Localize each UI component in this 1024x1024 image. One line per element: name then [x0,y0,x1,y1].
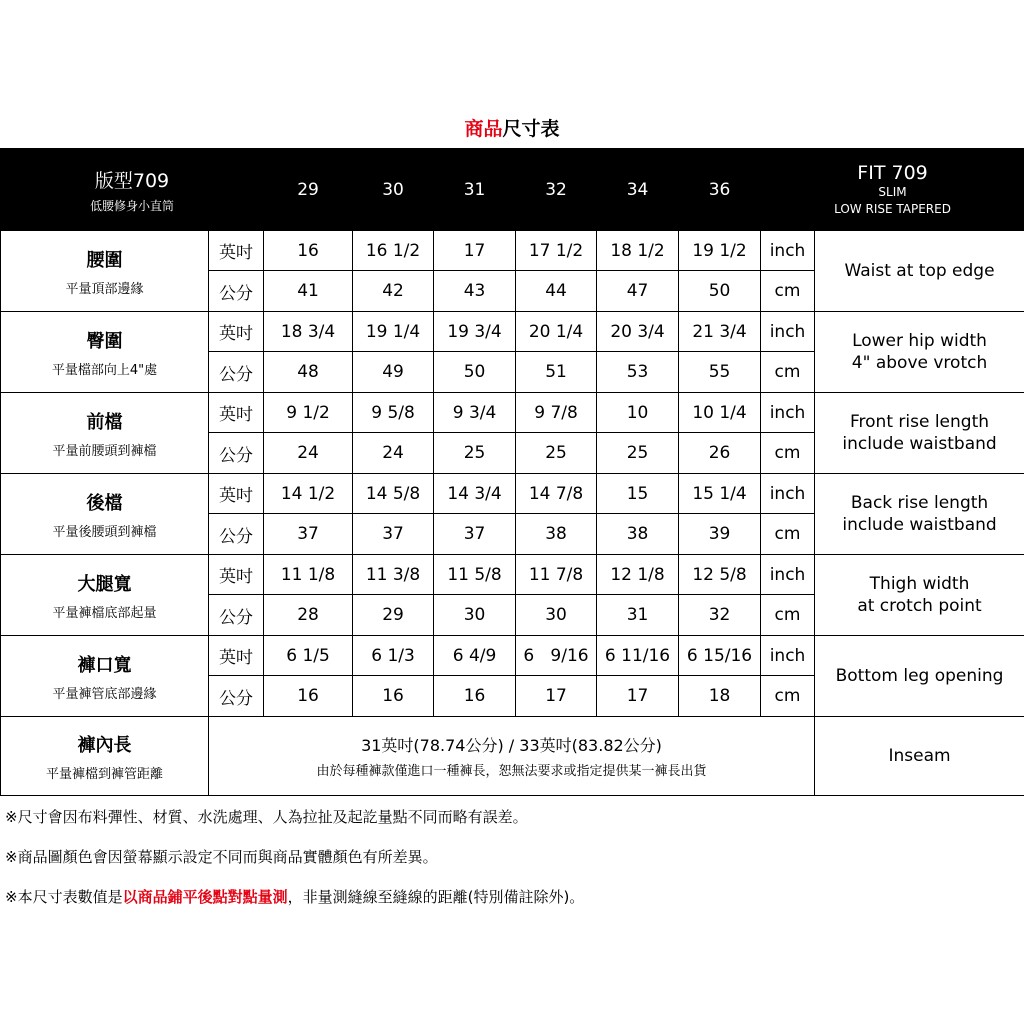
cm-value: 43 [434,271,516,312]
inch-value: 16 [264,231,353,271]
row-en-line1: Lower hip width [852,331,987,351]
cm-value: 31 [597,595,679,636]
measure-row-inch [1,393,1024,433]
row-en-line2: include waistband [842,515,997,535]
note-3 [5,886,584,907]
row-en-desc [815,474,1024,555]
row-en-line1: Back rise length [850,493,989,513]
unit-inch-label: inch [761,555,815,595]
row-label-cell [1,231,209,312]
inch-value: 6 11/16 [597,636,679,676]
row-en-desc [815,636,1024,717]
unit-inch-zh: 英吋 [209,231,264,271]
cm-value: 28 [264,595,353,636]
cm-value: 25 [434,433,516,474]
inch-value: 18 3/4 [264,312,353,352]
cm-value: 16 [353,676,434,717]
header-size: 31 [434,149,516,231]
note-3-a: ※本尺寸表數值是 [5,888,123,906]
unit-cm-label: cm [761,271,815,312]
unit-inch-zh: 英吋 [209,636,264,676]
cm-value: 24 [353,433,434,474]
row-label-cell [1,555,209,636]
cm-value: 37 [434,514,516,555]
size-chart-table [0,148,1024,796]
inch-value: 15 [597,474,679,514]
measure-row-inch [1,312,1024,352]
title-black: 尺寸表 [502,118,560,140]
inch-value: 12 5/8 [679,555,761,595]
cm-value: 32 [679,595,761,636]
unit-inch-zh: 英吋 [209,474,264,514]
inch-value: 11 7/8 [516,555,597,595]
unit-cm-label: cm [761,514,815,555]
cm-value: 50 [679,271,761,312]
inch-value: 9 7/8 [516,393,597,433]
inch-value: 11 3/8 [353,555,434,595]
measure-row-inch [1,231,1024,271]
row-en-desc [815,231,1024,312]
unit-cm-label: cm [761,595,815,636]
row-en-line1: Thigh width [869,574,970,594]
header-row [1,149,1024,231]
unit-cm-zh: 公分 [209,595,264,636]
inch-value: 20 1/4 [516,312,597,352]
row-label-sub: 平量前腰頭到褲檔 [52,443,157,459]
row-label-sub: 平量褲檔底部起量 [52,605,157,621]
cm-value: 37 [264,514,353,555]
cm-value: 48 [264,352,353,393]
header-size: 32 [516,149,597,231]
header-fit-sub2: LOW RISE TAPERED [834,201,951,216]
unit-cm-label: cm [761,676,815,717]
unit-inch-label: inch [761,474,815,514]
row-en-desc [815,312,1024,393]
cm-value: 50 [434,352,516,393]
cm-value: 24 [264,433,353,474]
cm-value: 42 [353,271,434,312]
unit-inch-zh: 英吋 [209,393,264,433]
inseam-value-cell [209,717,815,796]
unit-inch-zh: 英吋 [209,312,264,352]
cm-value: 39 [679,514,761,555]
inch-value: 9 1/2 [264,393,353,433]
cm-value: 30 [516,595,597,636]
inch-value: 9 5/8 [353,393,434,433]
row-en-desc [815,393,1024,474]
inch-value: 6 15/16 [679,636,761,676]
cm-value: 53 [597,352,679,393]
unit-cm-zh: 公分 [209,514,264,555]
inseam-label: 褲內長 [77,734,132,756]
row-label: 臀圍 [86,330,123,352]
cm-value: 38 [516,514,597,555]
page-title [0,114,1024,141]
cm-value: 25 [516,433,597,474]
inch-value: 15 1/4 [679,474,761,514]
header-model-sub: 低腰修身小直筒 [90,198,175,213]
cm-value: 16 [434,676,516,717]
row-label-sub: 平量頂部邊緣 [65,281,144,297]
header-size: 34 [597,149,679,231]
inch-value: 19 1/2 [679,231,761,271]
row-en-line2: 4" above vrotch [851,353,988,373]
cm-value: 47 [597,271,679,312]
cm-value: 51 [516,352,597,393]
header-model-cell [1,149,264,231]
inseam-row [1,717,1024,796]
inch-value: 6 1/5 [264,636,353,676]
inch-value: 19 3/4 [434,312,516,352]
measure-row-inch [1,636,1024,676]
unit-cm-zh: 公分 [209,271,264,312]
cm-value: 17 [516,676,597,717]
header-fit-sub1: SLIM [878,184,907,199]
row-label-sub: 平量檔部向上4"處 [51,362,158,378]
header-size: 30 [353,149,434,231]
header-model: 版型709 [94,169,170,192]
inch-value: 14 7/8 [516,474,597,514]
unit-inch-zh: 英吋 [209,555,264,595]
cm-value: 30 [434,595,516,636]
inseam-sub: 平量褲檔到褲管距離 [45,766,163,782]
row-en-line2: at crotch point [857,596,982,616]
inch-value: 18 1/2 [597,231,679,271]
unit-inch-label: inch [761,636,815,676]
inch-value: 14 3/4 [434,474,516,514]
cm-value: 26 [679,433,761,474]
measure-row-inch [1,555,1024,595]
inch-value: 6 9/16 [516,636,597,676]
row-en-line2: include waistband [842,434,997,454]
title-red: 商品 [464,118,503,140]
inch-value: 11 1/8 [264,555,353,595]
row-label: 大腿寬 [77,573,132,595]
inch-value: 20 3/4 [597,312,679,352]
cm-value: 38 [597,514,679,555]
unit-inch-label: inch [761,312,815,352]
measure-row-inch [1,474,1024,514]
inch-value: 6 1/3 [353,636,434,676]
cm-value: 49 [353,352,434,393]
unit-inch-label: inch [761,393,815,433]
row-en-desc [815,555,1024,636]
inseam-line2: 由於每種褲款僅進口一種褲長，恕無法要求或指定提供某一褲長出貨 [316,764,707,779]
row-label-cell [1,312,209,393]
cm-value: 16 [264,676,353,717]
row-label-cell [1,393,209,474]
inch-value: 9 3/4 [434,393,516,433]
cm-value: 37 [353,514,434,555]
inch-value: 21 3/4 [679,312,761,352]
header-fit: FIT 709 [857,161,928,184]
cm-value: 25 [597,433,679,474]
inch-value: 19 1/4 [353,312,434,352]
row-label: 褲口寬 [77,654,132,676]
note-2: ※商品圖顏色會因螢幕顯示設定不同而與商品實體顏色有所差異。 [5,848,438,866]
cm-value: 18 [679,676,761,717]
row-label: 後檔 [86,492,123,514]
row-label-sub: 平量褲管底部邊緣 [52,686,157,702]
header-size: 29 [264,149,353,231]
inseam-en: Inseam [815,717,1024,796]
row-label: 腰圍 [86,249,123,271]
cm-value: 29 [353,595,434,636]
inch-value: 12 1/8 [597,555,679,595]
row-label: 前檔 [86,411,123,433]
inch-value: 14 5/8 [353,474,434,514]
note-3-red: 以商品鋪平後點對點量測 [122,888,288,906]
inch-value: 10 1/4 [679,393,761,433]
inch-value: 16 1/2 [353,231,434,271]
unit-inch-label: inch [761,231,815,271]
unit-cm-zh: 公分 [209,433,264,474]
cm-value: 55 [679,352,761,393]
row-label-cell [1,636,209,717]
note-1: ※尺寸會因布料彈性、材質、水洗處理、人為拉扯及起訖量點不同而略有誤差。 [5,808,528,826]
unit-cm-zh: 公分 [209,676,264,717]
inseam-label-cell [1,717,209,796]
row-label-cell [1,474,209,555]
inch-value: 17 [434,231,516,271]
inch-value: 6 4/9 [434,636,516,676]
header-fit-cell [761,149,1024,231]
unit-cm-zh: 公分 [209,352,264,393]
header-size: 36 [679,149,761,231]
inch-value: 17 1/2 [516,231,597,271]
inch-value: 14 1/2 [264,474,353,514]
inseam-line1: 31英吋(78.74公分) / 33英吋(83.82公分) [361,736,662,755]
row-en-line1: Bottom leg opening [835,666,1004,686]
inch-value: 10 [597,393,679,433]
inch-value: 11 5/8 [434,555,516,595]
unit-cm-label: cm [761,352,815,393]
row-en-line1: Waist at top edge [844,261,995,281]
note-3-b: ，非量測縫線至縫線的距離(特別備註除外)。 [287,888,585,906]
unit-cm-label: cm [761,433,815,474]
cm-value: 17 [597,676,679,717]
cm-value: 44 [516,271,597,312]
row-en-line1: Front rise length [850,412,990,432]
row-label-sub: 平量後腰頭到褲檔 [52,524,157,540]
cm-value: 41 [264,271,353,312]
